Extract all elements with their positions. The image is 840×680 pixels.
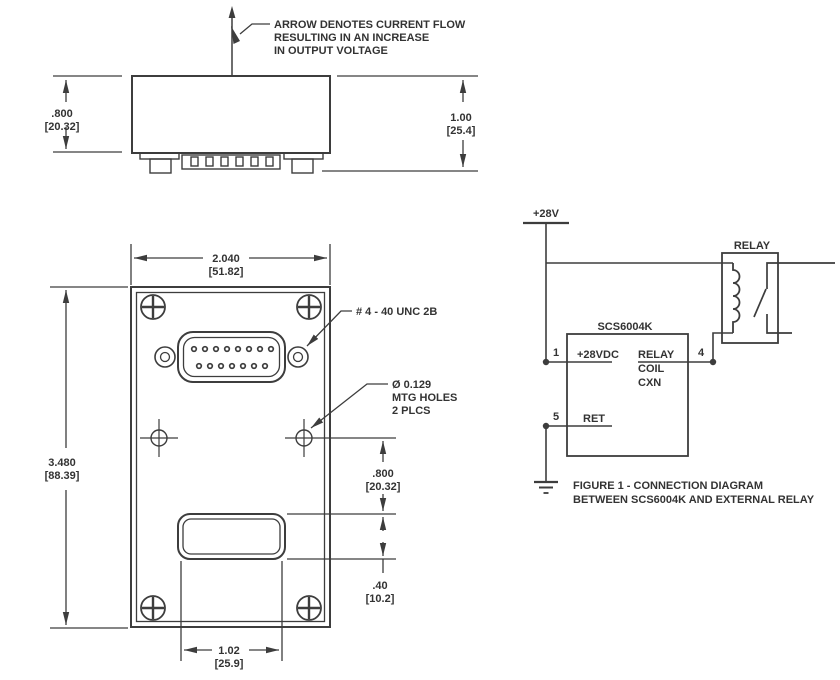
note-line2: RESULTING IN AN INCREASE xyxy=(274,32,430,44)
figure-caption-line2: BETWEEN SCS6004K AND EXTERNAL RELAY xyxy=(573,494,815,506)
side-view-connector-profile xyxy=(140,153,323,173)
corner-screw xyxy=(297,596,321,620)
mtg-callout-line3: 2 PLCS xyxy=(392,405,431,417)
mtg-callout-line1: Ø 0.129 xyxy=(392,379,432,391)
width-dim-in: 2.040 xyxy=(212,253,240,265)
corner-screw xyxy=(141,596,165,620)
cutout-height-in: .40 xyxy=(372,580,388,592)
mtg-callout-line2: MTG HOLES xyxy=(392,392,458,404)
arrow-up-icon xyxy=(229,6,236,18)
jackscrew-callout: # 4 - 40 UNC 2B xyxy=(356,306,438,318)
cutout-width-in: 1.02 xyxy=(218,645,240,657)
connector-pin xyxy=(206,157,213,166)
connector-pin xyxy=(266,157,273,166)
figure-caption-line1: FIGURE 1 - CONNECTION DIAGRAM xyxy=(573,480,764,492)
connector-pin xyxy=(251,157,258,166)
supply-label: +28V xyxy=(533,208,559,220)
connector-pin xyxy=(221,157,228,166)
relay-label: RELAY xyxy=(733,240,771,252)
corner-screw xyxy=(297,295,321,319)
junction-dot xyxy=(710,359,716,365)
note-leader-line xyxy=(240,24,270,34)
relay-switch-blade-icon xyxy=(754,289,766,317)
side-height-in: .800 xyxy=(51,108,73,120)
cutout-height-mm: [10.2] xyxy=(365,593,395,605)
relay-box xyxy=(722,253,778,343)
connector-right-standoff xyxy=(292,159,313,173)
side-height-mm: [20.32] xyxy=(44,121,80,133)
side-overall-height-mm: [25.4] xyxy=(446,125,476,137)
side-overall-height-in: 1.00 xyxy=(450,112,472,124)
width-dim-mm: [51.82] xyxy=(208,266,244,278)
pin4-label-line3: CXN xyxy=(638,377,662,389)
pin5-number: 5 xyxy=(552,411,560,423)
device-label: SCS6004K xyxy=(597,321,653,333)
hole-offset-mm: [20.32] xyxy=(365,481,401,493)
pin4-label-line1: RELAY xyxy=(638,349,675,361)
pin1-label: +28VDC xyxy=(577,349,619,361)
junction-dot xyxy=(543,359,549,365)
connection-diagram xyxy=(523,223,835,493)
connector-left-standoff xyxy=(150,159,171,173)
height-dim-mm: [88.39] xyxy=(44,470,80,482)
relay-coil-icon xyxy=(733,263,740,333)
note-line3: IN OUTPUT VOLTAGE xyxy=(274,45,388,57)
note-line1: ARROW DENOTES CURRENT FLOW xyxy=(274,19,466,31)
pin4-label-line2: COIL xyxy=(638,363,665,375)
pin1-number: 1 xyxy=(552,347,560,359)
current-flow-arrow xyxy=(229,6,270,76)
pin5-label: RET xyxy=(583,413,605,425)
coil-return-wire xyxy=(713,333,733,362)
cutout-width-mm: [25.9] xyxy=(214,658,244,670)
front-view xyxy=(50,244,396,661)
relay-contact-bottom xyxy=(767,314,792,333)
connector-pin xyxy=(191,157,198,166)
ground-icon xyxy=(534,482,558,493)
pin4-number: 4 xyxy=(697,347,705,359)
side-view-body xyxy=(132,76,330,153)
junction-dot xyxy=(543,423,549,429)
hole-offset-in: .800 xyxy=(372,468,394,480)
connector-pin xyxy=(236,157,243,166)
height-dim-in: 3.480 xyxy=(48,457,76,469)
corner-screw xyxy=(141,295,165,319)
